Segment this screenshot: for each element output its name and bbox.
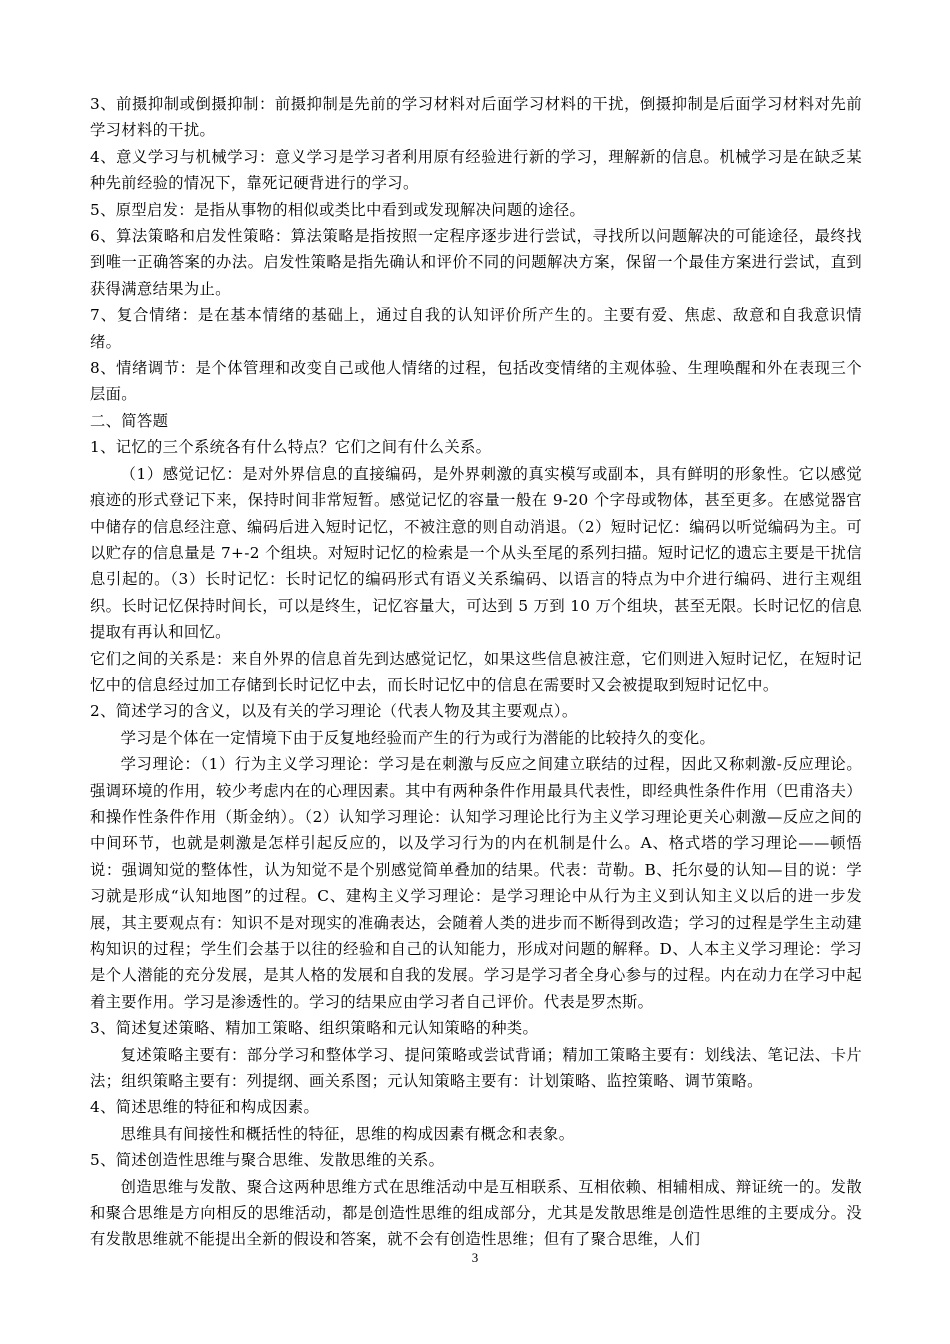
definition-4-meaningful-rote-learning: 4、意义学习与机械学习：意义学习是学习者利用原有经验进行新的学习，理解新的信息。机械学习是在缺乏某种先前经验的情况下，靠死记硬背进行的学习。 (90, 147, 862, 193)
definition-8-emotion-regulation: 8、情绪调节：是个体管理和改变自己或他人情绪的过程，包括改变情绪的主观体验、生理唤醒和外在表现三个层面。 (90, 359, 862, 404)
answer-4: 思维具有间接性和概括性的特征，思维的构成因素有概念和表象。 (120, 1124, 575, 1143)
definition-5-prototype-inspiration: 5、原型启发：是指从事物的相似或类比中看到或发现解决问题的途径。 (90, 200, 586, 219)
page-number: 3 (471, 1250, 479, 1265)
answer-1-relation: 它们之间的关系是：来自外界的信息首先到达感觉记忆，如果这些信息被注意，它们则进入短时记忆，在短时记忆中的信息经过加工存储到长时记忆中去，而长时记忆中的信息在需要时又会被提取到短时记忆中。 (90, 649, 862, 694)
question-4: 4、简述思维的特征和构成因素。 (90, 1098, 320, 1117)
page-content (90, 91, 862, 1253)
answer-3: 复述策略主要有：部分学习和整体学习、提问策略或尝试背诵；精加工策略主要有：划线法、笔记法、卡片法；组织策略主要有：列提纲、画关系图；元认知策略主要有：计划策略、监控策略、调节策略。 (90, 1045, 862, 1091)
definition-6-algorithm-heuristic-strategy: 6、算法策略和启发性策略：算法策略是指按照一定程序逐步进行尝试，寻找所以问题解决的可能途径，最终找到唯一正确答案的办法。启发性策略是指先确认和评价不同的问题解决方案，保留一个最佳方案进行尝试，直到获得满意结果为止。 (90, 227, 862, 298)
answer-5: 创造思维与发散、聚合这两种思维方式在思维活动中是互相联系、互相依赖、相辅相成、辩证统一的。发散和聚合思维是方向相反的思维活动，都是创造性思维的组成部分，尤其是发散思维是创造性思维的主要成分。没有发散思维就不能提出全新的假设和答案，就不会有创造性思维；但有了聚合思维，人们 (90, 1177, 862, 1249)
answer-1: （1）感觉记忆：是对外界信息的直接编码，是外界刺激的真实模写或副本，具有鲜明的形象性。它以感觉痕迹的形式登记下来，保持时间非常短暂。感觉记忆的容量一般在 9-20 个字母或物体，甚至更多。在感觉器官中储存的信息经注意、编码后进入短时记忆，不被注意的则自动消退。（2）短时记忆：编码以听觉编码为主。可以贮存的信息量是 7+-2 个组块。对短时记忆的检索是一个从头至尾的系列扫描。短时记忆的遗忘主要是干扰信息引起的。（3）长时记忆：长时记忆的编码形式有语义关系编码、以语言的特点为中介进行编码、进行主观组织。长时记忆保持时间长，可以是终生，记忆容量大，可达到 5 万到 10 万个组块，甚至无限。长时记忆的信息提取有再认和回忆。 (90, 464, 862, 642)
question-2: 2、简述学习的含义，以及有关的学习理论（代表人物及其主要观点）。 (90, 702, 578, 721)
answer-2-theories: 学习理论：（1）行为主义学习理论：学习是在刺激与反应之间建立联结的过程，因此又称刺激-反应理论。强调环境的作用，较少考虑内在的心理因素。其中有两种条件作用最具代表性，即经典性条件作用（巴甫洛夫）和操作性条件作用（斯金纳）。（2）认知学习理论：认知学习理论比行为主义学习理论更关心刺激—反应之间的中间环节，也就是刺激是怎样引起反应的，以及学习行为的内在机制是什么。A、格式塔的学习理论——顿悟说：强调知觉的整体性，认为知觉不是个别感觉简单叠加的结果。代表：苛勒。B、托尔曼的认知—目的说：学习就是形成“认知地图”的过程。C、建构主义学习理论：是学习理论中从行为主义到认知主义以后的进一步发展，其主要观点有：知识不是对现实的准确表达，会随着人类的进步而不断得到改造；学习的过程是学生主动建构知识的过程；学生们会基于以往的经验和自己的认知能力，形成对问题的解释。D、人本主义学习理论：学习是个人潜能的充分发展，是其人格的发展和自我的发展。学习是学习者全身心参与的过程。内在动力在学习中起着主要作用。学习是渗透性的。学习的结果应由学习者自己评价。代表是罗杰斯。 (90, 755, 862, 1011)
definition-3-prior-retroactive-inhibition: 3、前摄抑制或倒摄抑制：前摄抑制是先前的学习材料对后面学习材料的干扰，倒摄抑制是后面学习材料对先前学习材料的干扰。 (90, 95, 862, 140)
answer-2-meaning: 学习是个体在一定情境下由于反复地经验而产生的行为或行为潜能的比较持久的变化。 (120, 728, 716, 747)
question-1: 1、记忆的三个系统各有什么特点？它们之间有什么关系。 (90, 438, 492, 457)
definition-7-complex-emotion: 7、复合情绪：是在基本情绪的基础上，通过自我的认知评价所产生的。主要有爱、焦虑、敌意和自我意识情绪。 (90, 306, 862, 351)
question-5: 5、简述创造性思维与聚合思维、发散思维的关系。 (90, 1151, 445, 1170)
question-3: 3、简述复述策略、精加工策略、组织策略和元认知策略的种类。 (90, 1019, 539, 1038)
section-heading: 二、简答题 (90, 411, 169, 430)
